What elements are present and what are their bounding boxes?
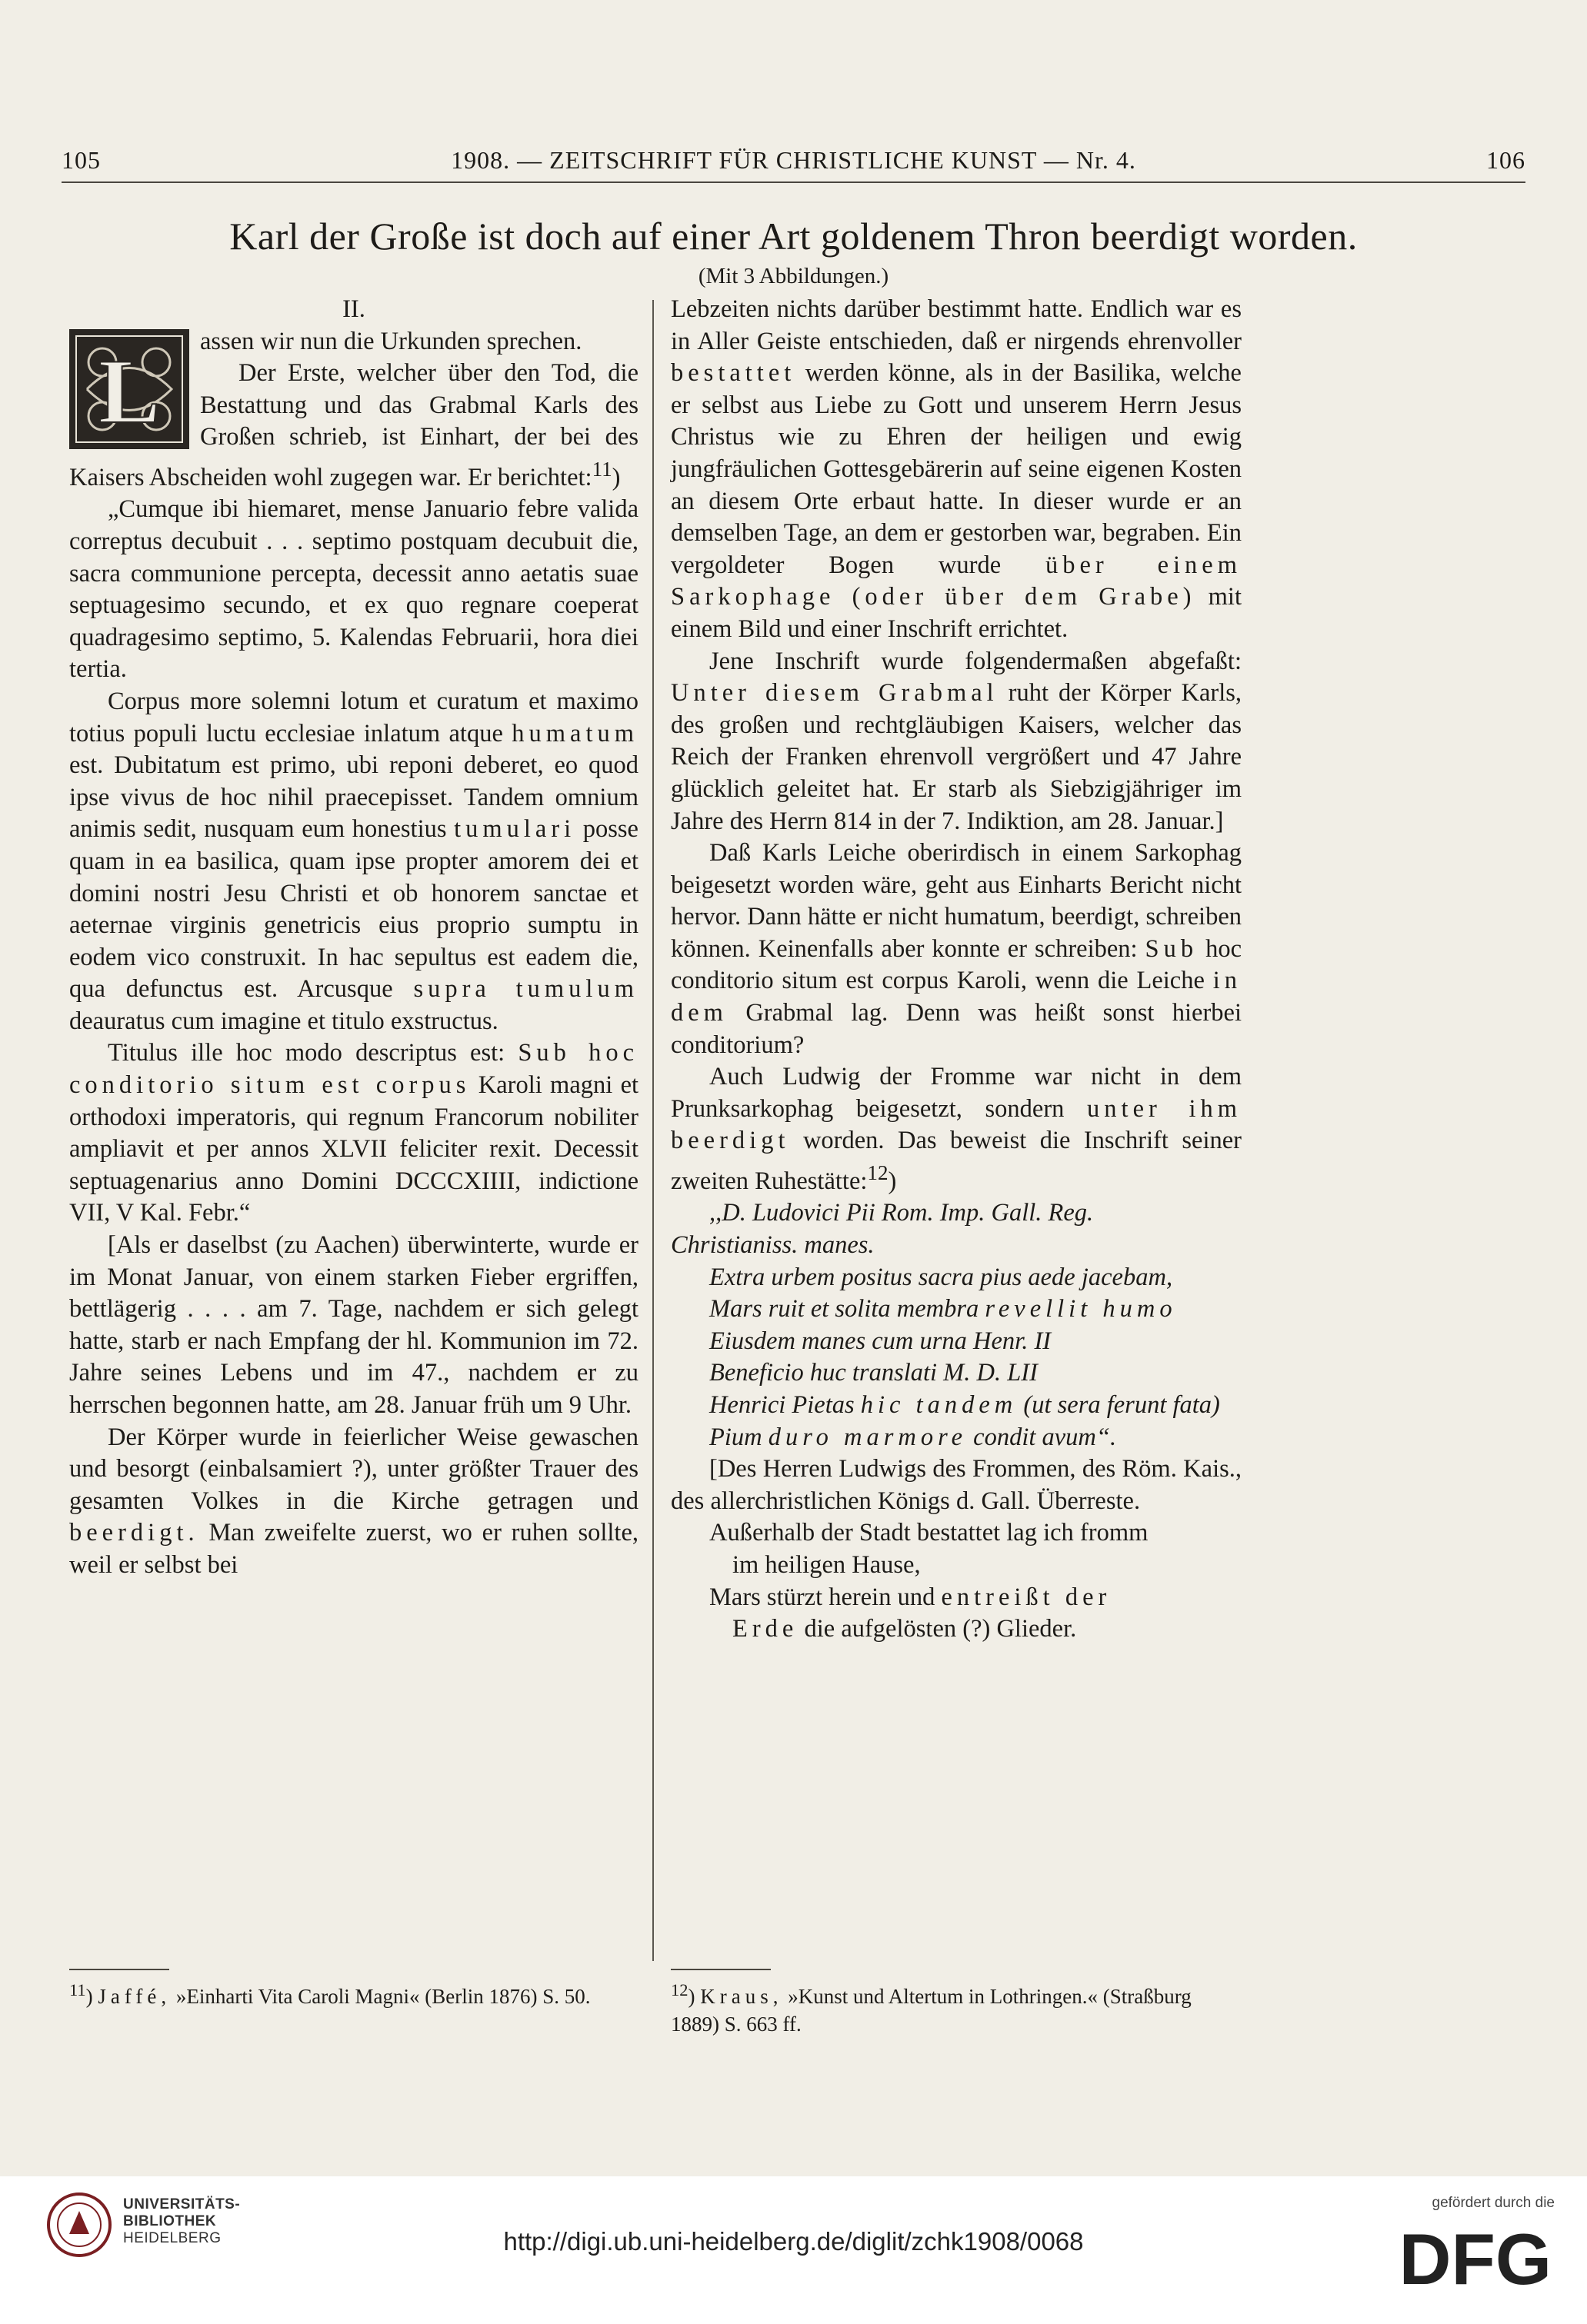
para-koerper: Der Körper wurde in feierlicher Weise gewaschen und besorgt (einbalsamiert ?), unter größter Trauer des gesamten Volkes in die Kirche getragen und beerdigt. Man zweifelte zuerst, wo er ruhen sollte, weil er selbst bei: [69, 1423, 639, 1579]
epitaph-line-5: Beneficio huc translati M. D. LII: [709, 1359, 1038, 1387]
footnote-rule-right: [671, 1969, 771, 1970]
para-corpus: Corpus more solemni lotum et curatum et maximo totius populi luctu ecclesiae inlatum atque humatum est. Dubitatum est primo, ubi reponi deberet, eo quod ipse vivus de hoc nihil praecepisset. Tandem omnium animis sedit, nusquam eum honestius tumulari posse quam in ea basilica, quam ipse propter amorem dei et domini nostri Jesu Christi et ob honorem sanctae et aeternae virginis genetricis eius proprio sumptu in eodem vico construxit. In hac sepultus est eadem die, qua defunctus est. Arcusque supra tumulum deauratus cum imagine et titulo exstructus.: [69, 687, 638, 1035]
para-inschrift: Jene Inschrift wurde folgendermaßen abgefaßt: Unter diesem Grabmal ruht der Körper Karls, des großen und rechtgläubigen Kaisers, welcher das Reich der Franken ehrenvoll vergrößert und 47 Jahre glücklich geleitet hat. Er starb als Siebzigjähriger im Jahre des Herrn 814 in der 7. Indiktion, am 28. Januar.]: [671, 647, 1242, 835]
page-number-right: 106: [1486, 146, 1525, 174]
epitaph-line-1b: Christianiss. manes.: [671, 1231, 875, 1260]
footnote-11: $^{11}$) Jaffé, »Einharti Vita Caroli Magni« (Berlin 1876) S. 50.: [69, 1980, 591, 2008]
epitaph-line-6: Henrici Pietas hic tandem (ut sera ferunt fata): [709, 1391, 1220, 1420]
german-verse-3: Mars stürzt herein und entreißt der: [709, 1583, 1112, 1611]
para-einhart: Der Erste, welcher über den Tod, die Bestattung und das Grabmal Karls des Großen schrieb, ist Einhart, der bei des Kaisers Abscheiden wohl zugegen war. Er berichtet:$^{11}$): [69, 359, 638, 491]
epitaph-line-1: ,,D. Ludovici Pii Rom. Imp. Gall. Reg.: [709, 1199, 1094, 1227]
epitaph-line-7: Pium duro marmore condit avum“.: [709, 1423, 1117, 1451]
svg-text:DFG: DFG: [1399, 2222, 1552, 2292]
epitaph-line-2: Extra urbem positus sacra pius aede jacebam,: [709, 1263, 1173, 1291]
running-header: [62, 146, 1525, 183]
para-lebzeiten: Lebzeiten nichts darüber bestimmt hatte. Endlich war es in Aller Geiste entschieden, daß er nirgends ehrenvoller bestattet werden könne, als in der Basilika, welche er selbst aus Liebe zu Gott und unserem Herrn Jesus Christus wie zu Ehren der heiligen und ewig jungfräulichen Gottesgebärerin auf seine eigenen Kosten an diesem Orte erbaut hatte. In dieser wurde er an demselben Tage, an dem er gestorben war, begraben. Ein vergoldeter Bogen wurde über einem Sarkophage (oder über dem Grabe) mit einem Bild und einer Inschrift errichtet.: [671, 295, 1242, 643]
para-translation: [Als er daselbst (zu Aachen) überwinterte, wurde er im Monat Januar, von einem starken Fieber ergriffen, bettlägerig . . . . am 7. Tage, nachdem er sich gelegt hatte, starb er nach Empfang der hl. Kommunion im 72. Jahre seines Lebens und im 47., nachdem er zu herrschen begonnen hatte, am 28. Januar früh um 9 Uhr.: [69, 1231, 638, 1420]
para-leiche: Daß Karls Leiche oberirdisch in einem Sarkophag beigesetzt worden wäre, geht aus Einharts Bericht nicht hervor. Dann hätte er nicht humatum, beerdigt, schreiben können. Keinenfalls aber konnte er schreiben: Sub hoc conditorio situm est corpus Karoli, wenn die Leiche in dem Grabmal lag. Denn was heißt sonst hierbei conditorium?: [671, 839, 1242, 1059]
para-intro: assen wir nun die Urkunden sprechen.: [200, 327, 582, 355]
german-verse-2: im heiligen Hause,: [732, 1550, 921, 1579]
german-verse-4: Erde die aufgelösten (?) Glieder.: [732, 1615, 1077, 1643]
footnote-rule-left: [69, 1969, 169, 1970]
dfg-logo-icon: [1384, 2222, 1553, 2292]
sponsor-label: gefördert durch die: [1432, 2195, 1555, 2211]
para-ludwig: Auch Ludwig der Fromme war nicht in dem Prunksarkophag beigesetzt, sondern unter ihm beerdigt worden. Das beweist die Inschrift seiner zweiten Ruhestätte:$^{12}$): [671, 1063, 1242, 1195]
left-column: [69, 294, 638, 1582]
article-title: Karl der Große ist doch auf einer Art goldenem Thron beerdigt worden.: [229, 215, 1358, 258]
para-cumque: „Cumque ibi hiemaret, mense Januario febre valida correptus decubuit . . . septimo postquam decubuit die, sacra communione percepta, decessit anno aetatis suae septuagesimo secundo, et ex quo regnare coeperat quadragesimo septimo, 5. Kalendas Februarii, hora diei tertia.: [69, 495, 638, 684]
section-number: II.: [342, 295, 365, 323]
german-verse-1: Außerhalb der Stadt bestattet lag ich fromm: [709, 1519, 1149, 1547]
permalink-url[interactable]: http://digi.ub.uni-heidelberg.de/diglit/zchk1908/0068: [503, 2227, 1084, 2256]
article-subtitle: (Mit 3 Abbildungen.): [698, 264, 889, 288]
right-column: [671, 294, 1242, 1646]
para-titulus: Titulus ille hoc modo descriptus est: Sub hoc conditorio situm est corpus Karoli magni et orthodoxi imperatoris, qui regnum Francorum nobiliter ampliavit et per annos XLVII feliciter rexit. Decessit septuagenarius anno Domini DCCCXIIII, indictione VII, V Kal. Febr.“: [69, 1039, 639, 1227]
journal-header: 1908. — ZEITSCHRIFT FÜR CHRISTLICHE KUNST — Nr. 4.: [451, 146, 1136, 174]
para-herren: [Des Herren Ludwigs des Frommen, des Röm. Kais., des allerchristlichen Königs d. Gall. Überreste.: [671, 1455, 1242, 1515]
column-divider: [652, 300, 654, 1961]
page-number-left: 105: [62, 146, 101, 174]
footnote-12: $^{12}$) Kraus, »Kunst und Altertum in Lothringen.« (Straßburg 1889) S. 663 ff.: [671, 1980, 1192, 2036]
digitization-footer: [0, 2176, 1587, 2324]
svg-text:L: L: [98, 339, 161, 442]
epitaph-line-3: Mars ruit et solita membra revellit humo: [709, 1295, 1177, 1323]
decorative-initial-l: [69, 329, 189, 449]
library-name: UNIVERSITÄTS- BIBLIOTHEK HEIDELBERG: [123, 2196, 241, 2246]
epitaph-line-4: Eiusdem manes cum urna Henr. II: [709, 1327, 1052, 1355]
ornament-initial-icon: [72, 331, 187, 447]
